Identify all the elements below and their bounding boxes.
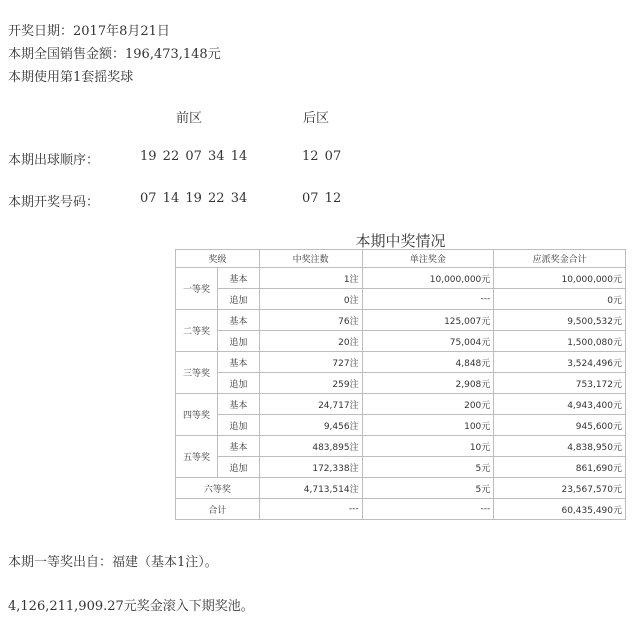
winning-numbers-label: 本期开奖号码： — [8, 195, 100, 210]
level-name: 五等奖 — [176, 436, 218, 478]
unit-prize: 4,848元 — [362, 352, 494, 373]
unit-prize: 5元 — [362, 457, 494, 478]
unit-prize: 200元 — [362, 394, 494, 415]
win-count: 4,713,514注 — [259, 478, 362, 499]
draw-order-back: 12 07 — [302, 149, 342, 164]
win-count: --- — [259, 499, 362, 520]
total-prize: 60,435,490元 — [494, 499, 626, 520]
win-count: 0注 — [259, 289, 362, 310]
win-count: 20注 — [259, 331, 362, 352]
total-prize: 945,600元 — [494, 415, 626, 436]
win-count: 9,456注 — [259, 415, 362, 436]
level-name: 三等奖 — [176, 352, 218, 394]
level-name: 一等奖 — [176, 268, 218, 310]
draw-order-front: 19 22 07 34 14 — [140, 149, 248, 164]
table-row-sum — [176, 499, 626, 520]
bet-type: 追加 — [217, 289, 259, 310]
table-row — [176, 457, 626, 478]
total-prize: 1,500,080元 — [494, 331, 626, 352]
winning-numbers-front: 07 14 19 22 34 — [140, 191, 248, 206]
bet-type: 追加 — [217, 457, 259, 478]
unit-prize: 5元 — [362, 478, 494, 499]
total-prize: 3,524,496元 — [494, 352, 626, 373]
sales-amount: 本期全国销售金额：196,473,148元 — [8, 47, 221, 62]
win-count: 1注 — [259, 268, 362, 289]
win-count: 76注 — [259, 310, 362, 331]
win-count: 172,338注 — [259, 457, 362, 478]
unit-prize: 2,908元 — [362, 373, 494, 394]
total-prize: 10,000,000元 — [494, 268, 626, 289]
unit-prize: 10元 — [362, 436, 494, 457]
bet-type: 基本 — [217, 394, 259, 415]
prize-table-title: 本期中奖情况 — [355, 232, 446, 250]
table-header-row — [176, 250, 626, 268]
draw-order-label: 本期出球顺序： — [8, 153, 100, 168]
table-row — [176, 352, 626, 373]
unit-prize: 10,000,000元 — [362, 268, 494, 289]
ball-set: 本期使用第1套摇奖球 — [8, 70, 134, 85]
total-prize: 9,500,532元 — [494, 310, 626, 331]
back-zone-label: 后区 — [303, 111, 330, 126]
bet-type: 追加 — [217, 331, 259, 352]
draw-date: 开奖日期：2017年8月21日 — [8, 24, 170, 39]
table-row — [176, 373, 626, 394]
level-name: 六等奖 — [176, 478, 260, 499]
table-row — [176, 289, 626, 310]
bet-type: 基本 — [217, 310, 259, 331]
table-row — [176, 331, 626, 352]
table-row — [176, 310, 626, 331]
unit-prize: 100元 — [362, 415, 494, 436]
level-name: 二等奖 — [176, 310, 218, 352]
unit-prize: 75,004元 — [362, 331, 494, 352]
first-prize-origin: 本期一等奖出自：福建（基本1注）。 — [8, 555, 218, 570]
level-name: 四等奖 — [176, 394, 218, 436]
total-prize: 4,838,950元 — [494, 436, 626, 457]
bet-type: 基本 — [217, 436, 259, 457]
bet-type: 追加 — [217, 373, 259, 394]
table-row — [176, 436, 626, 457]
bet-type: 基本 — [217, 352, 259, 373]
header-prize: 单注奖金 — [362, 250, 494, 268]
total-prize: 23,567,570元 — [494, 478, 626, 499]
header-count: 中奖注数 — [259, 250, 362, 268]
jackpot-rollover: 4,126,211,909.27元奖金滚入下期奖池。 — [8, 599, 254, 614]
table-row-sixth — [176, 478, 626, 499]
total-prize: 861,690元 — [494, 457, 626, 478]
table-row — [176, 268, 626, 289]
sum-label: 合计 — [176, 499, 260, 520]
unit-prize: --- — [362, 499, 494, 520]
win-count: 727注 — [259, 352, 362, 373]
unit-prize: --- — [362, 289, 494, 310]
bet-type: 追加 — [217, 415, 259, 436]
total-prize: 0元 — [494, 289, 626, 310]
unit-prize: 125,007元 — [362, 310, 494, 331]
win-count: 483,895注 — [259, 436, 362, 457]
total-prize: 4,943,400元 — [494, 394, 626, 415]
prize-table — [175, 249, 626, 520]
header-total: 应派奖金合计 — [494, 250, 626, 268]
header-level: 奖级 — [176, 250, 260, 268]
total-prize: 753,172元 — [494, 373, 626, 394]
win-count: 24,717注 — [259, 394, 362, 415]
winning-numbers-back: 07 12 — [302, 191, 342, 206]
table-row — [176, 394, 626, 415]
front-zone-label: 前区 — [176, 111, 203, 126]
bet-type: 基本 — [217, 268, 259, 289]
table-row — [176, 415, 626, 436]
win-count: 259注 — [259, 373, 362, 394]
